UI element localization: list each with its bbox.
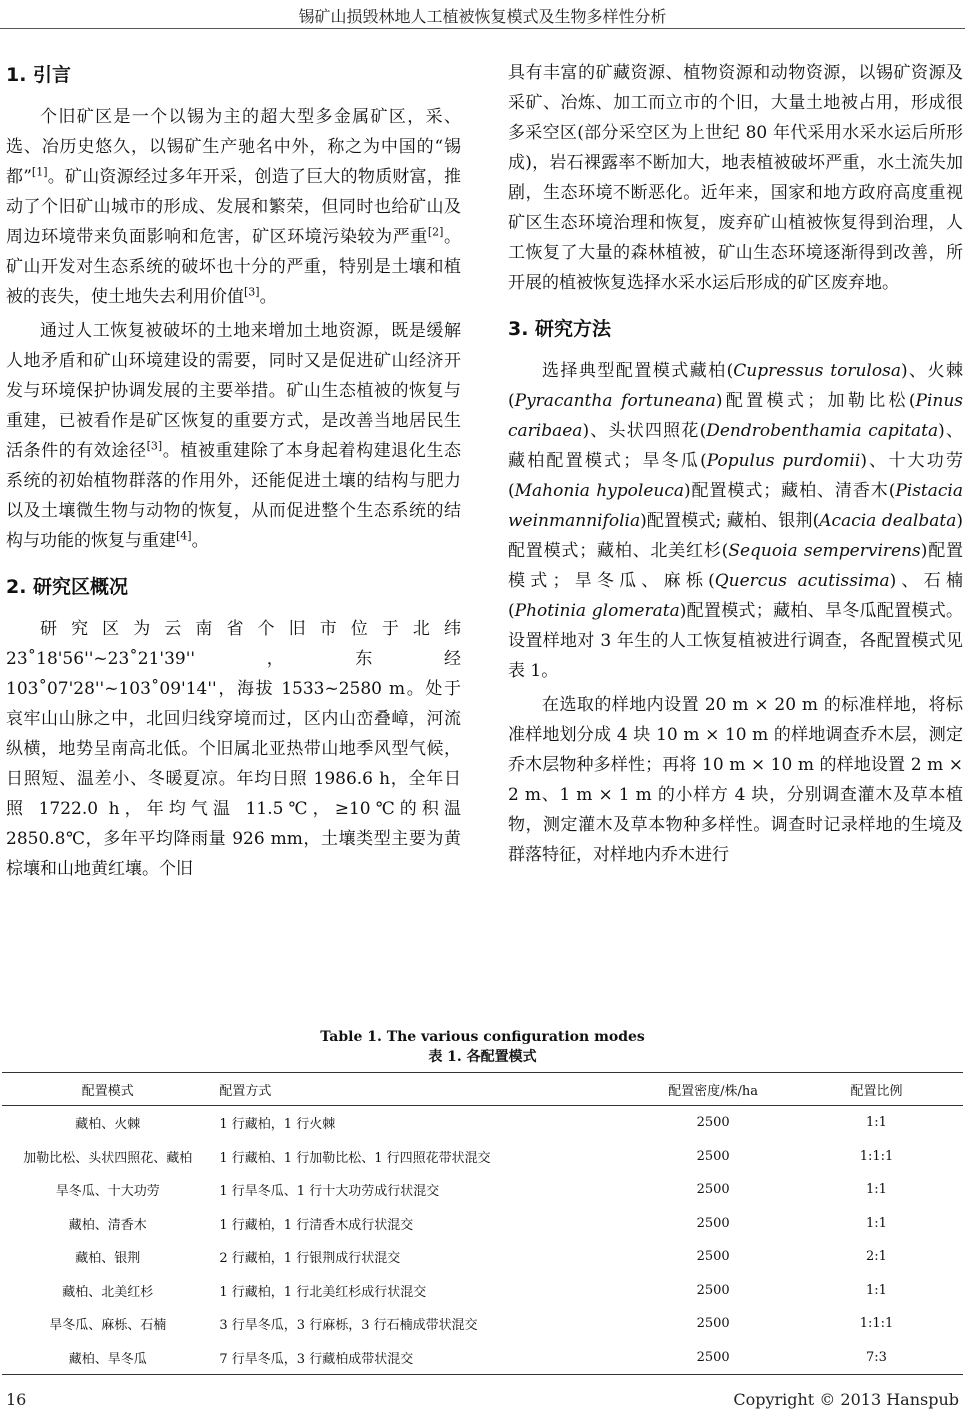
table-cell: 藏柏、北美红杉 — [62, 1284, 154, 1300]
table-cell: 1:1 — [866, 1115, 887, 1131]
species-name: Pyracantha fortuneana — [514, 391, 716, 411]
table-cell: 1 行藏柏、1 行加勒比松、1 行四照花带状混交 — [219, 1150, 491, 1166]
text: )配置模式；加勒比松( — [715, 391, 916, 411]
species-name: Pinus caribaea — [508, 391, 964, 441]
table-cell: 旱冬瓜、麻栎、石楠 — [49, 1318, 167, 1334]
table-cell: 1:1 — [866, 1215, 887, 1231]
column-header: 配置密度/株/ha — [636, 1073, 790, 1106]
species-name: Mahonia hypoleuca — [514, 481, 684, 501]
text: 。矿山开发对生态系统的破坏也十分的严重，特别是土壤和植被的丧失，使土地失去利用价值 — [6, 227, 462, 307]
section-2-title: 2. 研究区概况 — [6, 576, 129, 598]
table-cell: 1 行藏柏，1 行北美红杉成行状混交 — [219, 1284, 427, 1300]
citation[interactable]: [2] — [427, 225, 444, 239]
section-1-paragraph-2 — [6, 316, 461, 556]
right-column — [508, 58, 963, 874]
running-header: 锡矿山损毁林地人工植被恢复模式及生物多样性分析 — [298, 7, 667, 26]
table-cell: 2500 — [696, 1215, 730, 1231]
species-name: Acacia dealbata — [819, 511, 957, 531]
text: )配置模式；藏柏、北美红杉( — [508, 511, 963, 561]
section-1-paragraph-1 — [6, 102, 461, 312]
text: 。矿山资源经过多年开采，创造了巨大的物质财富，推动了个旧矿山城市的形成、发展和繁荣，但同时也给矿山及周边环境带来负面影响和危害，矿区环境污染较为严重 — [6, 167, 461, 247]
text: )、十大功劳( — [508, 451, 963, 501]
table-cell: 1:1:1 — [859, 1148, 894, 1164]
section-3-paragraph-1 — [508, 356, 963, 686]
table-cell: 藏柏、旱冬瓜 — [2, 1341, 213, 1375]
citation[interactable]: [3] — [244, 285, 260, 299]
text: )、头状四照花( — [582, 421, 707, 441]
header-rule — [0, 28, 965, 29]
table-body — [2, 1106, 963, 1375]
citation[interactable]: [4] — [176, 529, 192, 543]
text: )配置模式；藏柏、旱冬瓜配置模式。设置样地对 3 年生的人工恢复植被进行调查，各配置模式见表 1。 — [508, 601, 963, 681]
table-cell: 2500 — [636, 1341, 790, 1375]
text: )、藏柏配置模式；旱冬瓜( — [508, 421, 964, 471]
column-header: 配置比例 — [790, 1073, 963, 1106]
text: 。 — [259, 287, 277, 307]
table-cell: 2500 — [696, 1115, 730, 1131]
table-cell: 2500 — [696, 1316, 730, 1332]
text: )、石楠( — [508, 571, 963, 621]
text: 选择典型配置模式藏柏( — [542, 361, 734, 381]
table-cell: 加勒比松、头状四照花、藏柏 — [23, 1150, 193, 1166]
text: )配置模式；藏柏、清香木( — [684, 481, 896, 501]
table-row — [2, 1173, 963, 1207]
table-cell: 1 行旱冬瓜、1 行十大功劳成行状混交 — [219, 1184, 440, 1200]
table-cell: 2:1 — [866, 1249, 887, 1265]
table-row — [2, 1341, 963, 1375]
table-caption-cn: 表 1. 各配置模式 — [428, 1049, 537, 1065]
table-cell: 藏柏、清香木 — [68, 1217, 147, 1233]
table-cell: 1:1:1 — [859, 1316, 894, 1332]
table-cell: 1 行藏柏，1 行清香木成行状混交 — [219, 1217, 414, 1233]
table-cell: 藏柏、火棘 — [75, 1117, 141, 1133]
table-row — [2, 1207, 963, 1241]
species-name: Dendrobenthamia capitata — [706, 421, 939, 441]
table-cell: 2 行藏柏，1 行银荆成行状混交 — [219, 1251, 401, 1267]
copyright: Copyright © 2013 Hanspub — [733, 1390, 959, 1409]
table-row — [2, 1307, 963, 1341]
table-cell: 1:1 — [866, 1282, 887, 1298]
table-row — [2, 1240, 963, 1274]
species-name: Photinia glomerata — [514, 601, 680, 621]
table-cell: 2500 — [696, 1282, 730, 1298]
table-cell: 7:3 — [790, 1341, 963, 1375]
species-name: Sequoia sempervirens — [728, 541, 921, 561]
text: 通过人工恢复被破坏的土地来增加土地资源，既是缓解人地矛盾和矿山环境建设的需要，同时又是促进矿山经济开发与环境保护协调发展的主要举措。矿山生态植被的恢复与重建，已被看作是矿区恢复的重要方式，是改善当地居民生活条件的有效途径 — [6, 321, 461, 461]
table-cell: 旱冬瓜、十大功劳 — [55, 1184, 160, 1200]
column-header: 配置模式 — [2, 1073, 213, 1106]
table-row — [2, 1140, 963, 1174]
table-cell: 2500 — [696, 1148, 730, 1164]
table-cell: 2500 — [696, 1249, 730, 1265]
table-cell: 2500 — [696, 1182, 730, 1198]
text: 个旧矿区是一个以锡为主的超大型多金属矿区，采、选、冶历史悠久，以锡矿生产驰名中外，称之为中国的“锡都” — [6, 107, 461, 187]
configuration-table — [2, 1072, 963, 1375]
page-number: 16 — [6, 1390, 27, 1409]
text: )配置模式; 藏柏、银荆( — [640, 511, 820, 531]
table-caption-en: Table 1. The various configuration modes — [320, 1029, 645, 1045]
table-cell: 1:1 — [866, 1182, 887, 1198]
section-3-paragraph-2: 在选取的样地内设置 20 m × 20 m 的标准样地，将标准样地划分成 4 块 10 m × 10 m 的样地调查乔木层，测定乔木层物种多样性；再将 10 m × 10 m 的样地设置 2 m × 2 m、1 m × 1 m 的小样方 4 块，分别调查灌木及草本植物，测定灌木及草本物种多样性。调查时记录样地的生境及群落特征，对样地内乔木进行 — [508, 695, 963, 865]
table-row — [2, 1274, 963, 1308]
table-cell: 7 行旱冬瓜，3 行藏柏成带状混交 — [213, 1341, 636, 1375]
section-2-paragraph-1-continued: 具有丰富的矿藏资源、植物资源和动物资源，以锡矿资源及采矿、冶炼、加工而立市的个旧，大量土地被占用，形成很多采空区(部分采空区为上世纪 80 年代采用水采水运后所形成)，岩石裸露率不断加大，地表植被破坏严重，水土流失加剧，生态环境不断恶化。近年来，国家和地方政府高度重视矿区生态环境治理和恢复，废弃矿山植被恢复得到治理，人工恢复了大量的森林植被，矿山生态环境逐渐得到改善，所开展的植被恢复选择水采水运后形成的矿区废弃地。 — [508, 63, 963, 293]
table-cell: 3 行旱冬瓜，3 行麻栎，3 行石楠成带状混交 — [219, 1318, 478, 1334]
species-name: Quercus acutissima — [714, 571, 890, 591]
species-name: Pistacia weinmannifolia — [508, 481, 963, 531]
species-name: Cupressus torulosa — [733, 361, 901, 381]
text: 。植被重建除了本身起着构建退化生态系统的初始植物群落的作用外，还能促进土壤的结构与肥力以及土壤微生物与动物的恢复，从而促进整个生态系统的结构与功能的恢复与重建 — [6, 441, 462, 551]
citation[interactable]: [1] — [31, 165, 48, 179]
table-row — [2, 1106, 963, 1140]
text: )配置模式；旱冬瓜、麻栎( — [508, 541, 963, 591]
citation[interactable]: [3] — [146, 439, 163, 453]
section-3-title: 3. 研究方法 — [508, 318, 612, 340]
left-column — [6, 58, 461, 888]
column-header: 配置方式 — [213, 1073, 636, 1106]
table-caption — [0, 1027, 965, 1067]
section-2-paragraph-1: 研究区为云南省个旧市位于北纬 23˚18'56''~23˚21'39''，东经 103˚07'28''~103˚09'14''，海拔 1533~2580 m。处于哀牢山山脉之中，北回归线穿境而过，区内山峦叠嶂，河流纵横，地势呈南高北低。个旧属北亚热带山地季风型气候，日照短、温差小、冬暖夏凉。年均日照 1986.6 h，全年日照 1722.0 h，年均气温 11.5℃，≥10℃的积温 2850.8℃，多年平均降雨量 926 mm，土壤类型主要为黄棕壤和山地黄红壤。个旧 — [6, 619, 461, 879]
section-1-title: 1. 引言 — [6, 64, 72, 86]
text: 。 — [191, 531, 209, 551]
text: )、火棘( — [508, 361, 963, 411]
species-name: Populus purdomii — [706, 451, 861, 471]
table-cell: 1 行藏柏，1 行火棘 — [219, 1117, 336, 1133]
table-cell: 藏柏、银荆 — [75, 1251, 141, 1267]
table-header-row — [2, 1073, 963, 1106]
